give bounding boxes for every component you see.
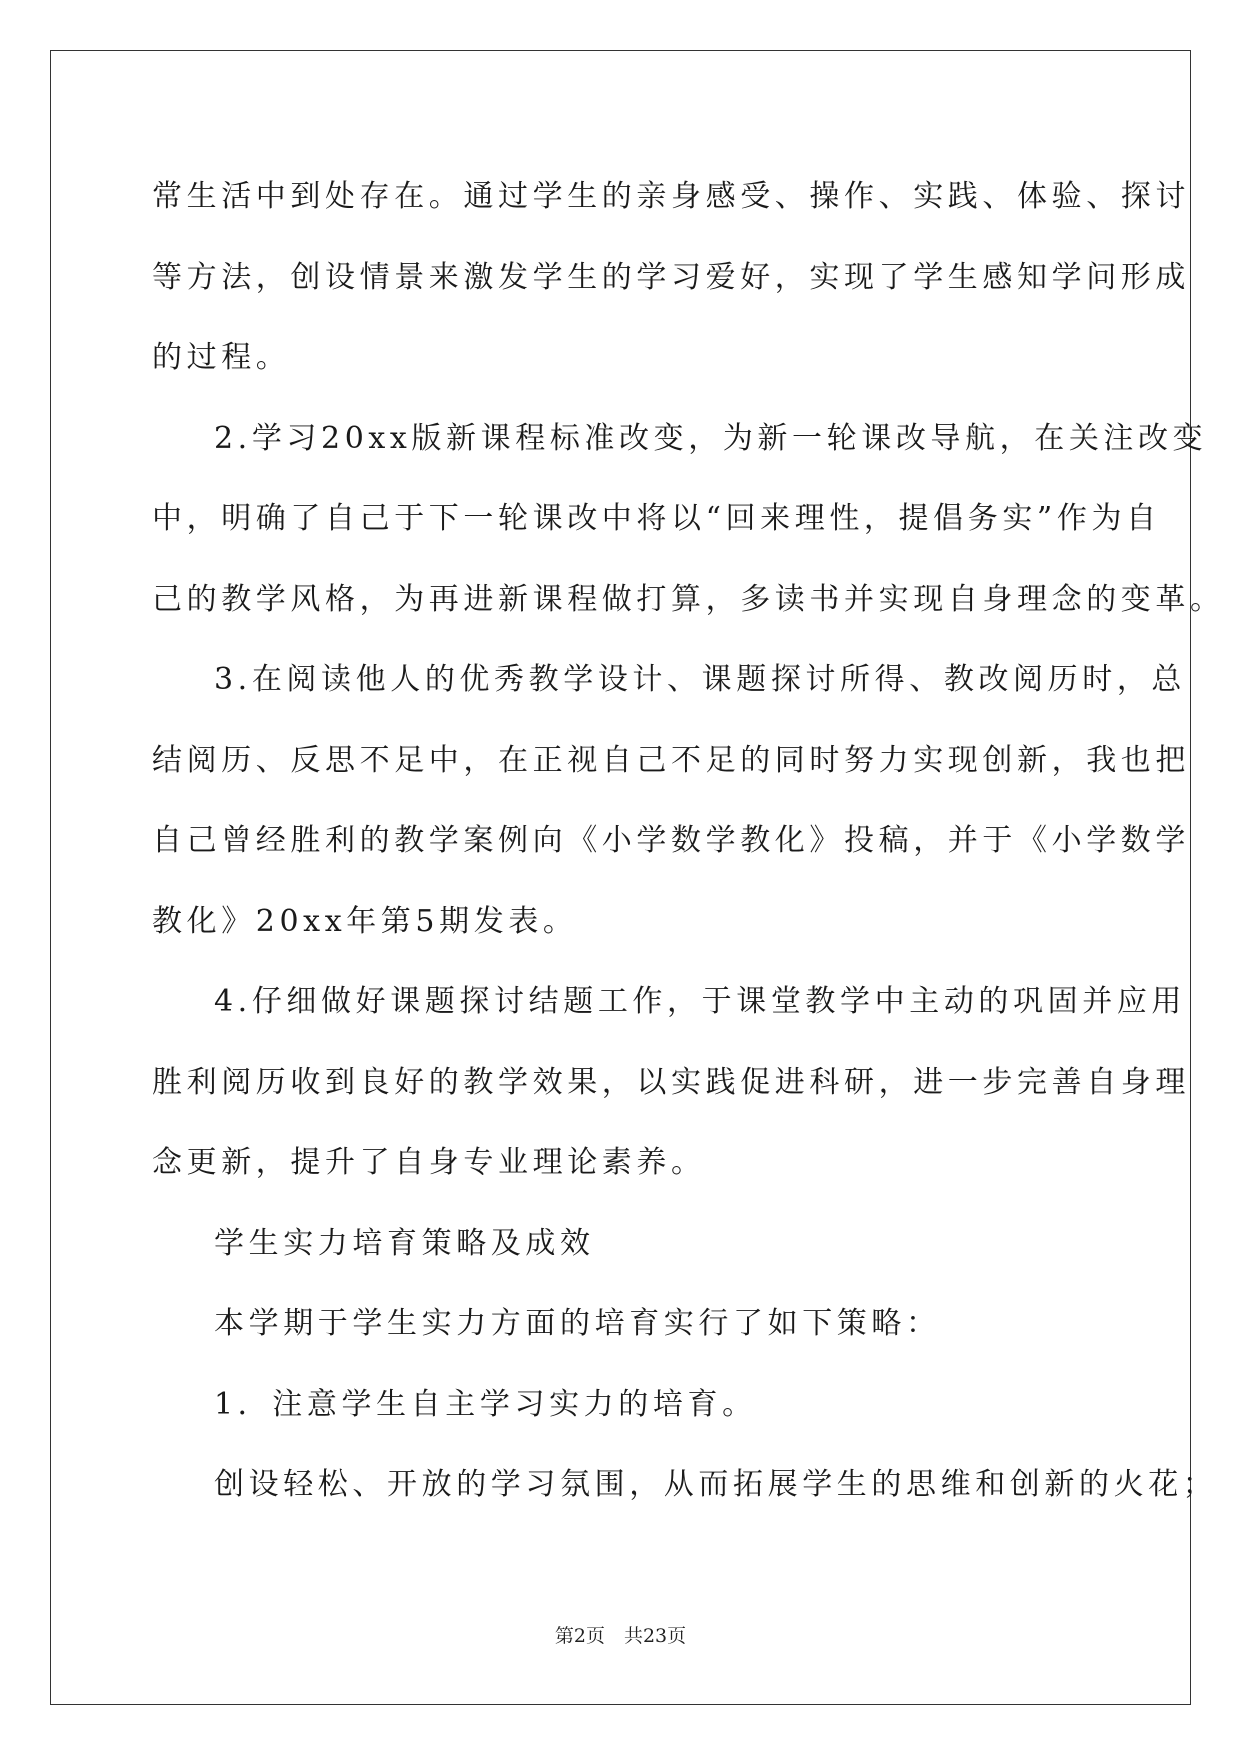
paragraph-line: 念更新，提升了自身专业理论素养。 — [152, 1145, 706, 1180]
paragraph-line: 等方法，创设情景来激发学生的学习爱好，实现了学生感知学问形成 — [152, 259, 1190, 295]
paragraph-line: 2.学习20xx版新课程标准改变，为新一轮课改导航，在关注改变 — [214, 420, 1208, 456]
paragraph-line: 常生活中到处存在。通过学生的亲身感受、操作、实践、体验、探讨 — [152, 179, 1190, 214]
paragraph-line: 己的教学风格，为再进新课程做打算，多读书并实现自身理念的变革。 — [152, 581, 1225, 617]
section-heading: 学生实力培育策略及成效 — [214, 1225, 595, 1261]
page-number-footer: 第2页 共23页 — [554, 1625, 687, 1647]
paragraph-line: 胜利阅历收到良好的教学效果，以实践促进科研，进一步完善自身理 — [152, 1064, 1190, 1100]
paragraph-line: 结阅历、反思不足中，在正视自己不足的同时努力实现创新，我也把 — [152, 742, 1190, 778]
paragraph-line: 3.在阅读他人的优秀教学设计、课题探讨所得、教改阅历时，总 — [214, 662, 1187, 697]
paragraph-line: 自己曾经胜利的教学案例向《小学数学教化》投稿，并于《小学数学 — [152, 823, 1190, 858]
document-body — [152, 157, 1225, 1526]
paragraph-line: 中，明确了自己于下一轮课改中将以“回来理性，提倡务实”作为自 — [152, 501, 1161, 536]
paragraph-line: 4.仔细做好课题探讨结题工作，于课堂教学中主动的巩固并应用 — [214, 984, 1187, 1019]
paragraph-line: 的过程。 — [152, 340, 291, 375]
paragraph-line: 创设轻松、开放的学习氛围，从而拓展学生的思维和创新的火花； — [214, 1467, 1218, 1502]
paragraph-line: 本学期于学生实力方面的培育实行了如下策略： — [214, 1306, 941, 1341]
list-item-heading: 1．注意学生自主学习实力的培育。 — [214, 1386, 757, 1422]
paragraph-line: 教化》20xx年第5期发表。 — [152, 903, 578, 939]
